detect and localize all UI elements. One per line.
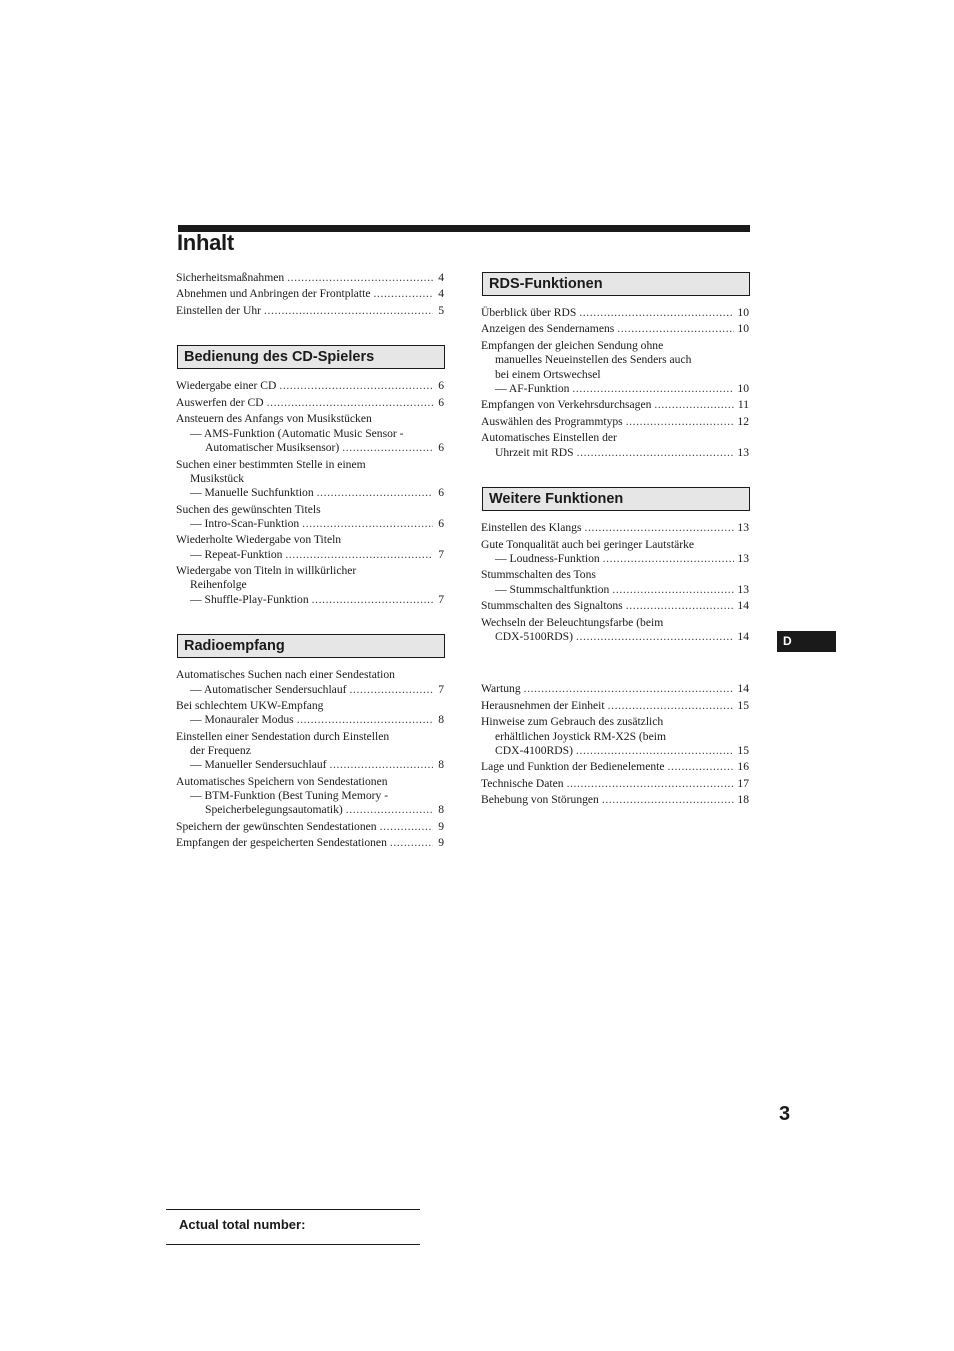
toc-page-number: 13	[737, 551, 749, 565]
toc-line	[176, 517, 444, 531]
toc-line	[481, 368, 749, 382]
toc-entry	[176, 820, 444, 834]
toc-leader-dots	[349, 683, 433, 697]
toc-entry	[481, 760, 749, 774]
toc-line	[176, 458, 444, 472]
toc-page-number: 15	[737, 698, 749, 712]
toc-entry-text: — Loudness-Funktion	[495, 551, 600, 565]
toc-right-column	[481, 272, 749, 810]
toc-line	[481, 353, 749, 367]
toc-line	[481, 616, 749, 630]
toc-entry	[176, 271, 444, 285]
toc-leader-dots	[584, 521, 734, 535]
toc-line	[481, 521, 749, 535]
toc-page-number: 13	[737, 582, 749, 596]
toc-entry-text: erhältlichen Joystick RM-X2S (beim	[495, 729, 666, 743]
toc-page-number: 15	[737, 743, 749, 757]
toc-entry-text: Stummschalten des Tons	[481, 568, 596, 582]
toc-line	[481, 398, 749, 412]
toc-leader-dots	[654, 398, 734, 412]
toc-entry-text: — AF-Funktion	[495, 381, 570, 395]
toc-entry-text: Automatischer Musiksensor)	[205, 441, 340, 455]
toc-entry	[481, 568, 749, 597]
toc-entry	[481, 616, 749, 645]
toc-page-number: 6	[438, 395, 444, 409]
toc-leader-dots	[279, 379, 433, 393]
toc-entry	[176, 730, 444, 773]
toc-page-number: 8	[438, 758, 444, 772]
toc-leader-dots	[390, 836, 433, 850]
toc-entry-text: Behebung von Störungen	[481, 793, 599, 807]
toc-page-number: 14	[737, 682, 749, 696]
section-heading-more: Weitere Funktionen	[482, 487, 750, 511]
toc-entry	[481, 306, 749, 320]
toc-entry	[176, 533, 444, 562]
toc-entry-text: Einstellen des Klangs	[481, 521, 582, 535]
toc-entry-text: Empfangen der gleichen Sendung ohne	[481, 338, 664, 352]
toc-entry	[176, 699, 444, 728]
toc-radio-list	[176, 668, 444, 851]
toc-line	[481, 715, 749, 729]
toc-page-number: 6	[438, 516, 444, 530]
toc-leader-dots	[312, 593, 433, 607]
toc-leader-dots	[626, 599, 735, 613]
toc-line	[176, 427, 444, 441]
toc-line	[176, 820, 444, 834]
toc-leader-dots	[285, 548, 433, 562]
toc-line	[481, 682, 749, 696]
toc-entry	[481, 521, 749, 535]
toc-line	[176, 486, 444, 500]
toc-entry-text: manuelles Neueinstellen des Senders auch	[495, 353, 692, 367]
toc-leader-dots	[668, 760, 735, 774]
toc-rds-list	[481, 306, 749, 460]
section-heading-cd: Bedienung des CD-Spielers	[177, 345, 445, 369]
toc-line	[176, 699, 444, 713]
toc-entry-text: Automatisches Speichern von Sendestationen	[176, 774, 388, 788]
toc-entry-text: Ansteuern des Anfangs von Musikstücken	[176, 412, 372, 426]
toc-leader-dots	[579, 306, 734, 320]
toc-page-number: 6	[438, 379, 444, 393]
footer-rule-bottom	[166, 1244, 420, 1245]
toc-entry	[176, 287, 444, 301]
toc-line	[481, 382, 749, 396]
toc-page-number: 13	[737, 445, 749, 459]
toc-entry-text: Herausnehmen der Einheit	[481, 698, 605, 712]
toc-entry	[481, 415, 749, 429]
toc-entry	[176, 503, 444, 532]
toc-line	[176, 441, 444, 455]
toc-entry-text: Gute Tonqualität auch bei geringer Lautstärke	[481, 537, 695, 551]
toc-entry-text: bei einem Ortswechsel	[495, 367, 601, 381]
toc-entry-text: Lage und Funktion der Bedienelemente	[481, 760, 665, 774]
toc-entry	[481, 715, 749, 758]
toc-entry-text: Wechseln der Beleuchtungsfarbe (beim	[481, 615, 664, 629]
toc-page-number: 6	[438, 486, 444, 500]
toc-page-number: 5	[438, 303, 444, 317]
toc-line	[481, 699, 749, 713]
toc-entry	[481, 431, 749, 460]
toc-line	[176, 271, 444, 285]
toc-leader-dots	[302, 517, 433, 531]
toc-leader-dots	[297, 713, 433, 727]
toc-entry-text: Abnehmen und Anbringen der Frontplatte	[176, 287, 371, 301]
toc-page-number: 9	[438, 819, 444, 833]
toc-line	[176, 472, 444, 486]
toc-left-column	[176, 271, 444, 853]
toc-entry-text: — Automatischer Sendersuchlauf	[190, 682, 347, 696]
toc-entry-text: Anzeigen des Sendernamens	[481, 322, 615, 336]
title-rule	[178, 225, 750, 232]
toc-line	[176, 758, 444, 772]
toc-entry-text: Einstellen einer Sendestation durch Einstellen	[176, 729, 390, 743]
toc-entry-text: Empfangen von Verkehrsdurchsagen	[481, 398, 652, 412]
toc-intro-list	[176, 271, 444, 318]
toc-line	[176, 548, 444, 562]
toc-more-list	[481, 521, 749, 644]
toc-page-number: 9	[438, 836, 444, 850]
toc-entry-text: Speicherbelegungsautomatik)	[205, 803, 343, 817]
toc-leader-dots	[330, 758, 433, 772]
toc-entry-text: Stummschalten des Signaltons	[481, 599, 623, 613]
toc-line	[481, 431, 749, 445]
toc-entry-text: — BTM-Funktion (Best Tuning Memory -	[190, 789, 389, 803]
toc-leader-dots	[577, 446, 735, 460]
toc-leader-dots	[617, 322, 734, 336]
toc-entry-text: Suchen einer bestimmten Stelle in einem	[176, 457, 366, 471]
toc-line	[176, 744, 444, 758]
toc-page-number: 7	[438, 592, 444, 606]
toc-entry-text: Wiederholte Wiedergabe von Titeln	[176, 533, 342, 547]
toc-entry-text: Auswählen des Programmtyps	[481, 414, 623, 428]
toc-entry-text: — Manuelle Suchfunktion	[190, 486, 314, 500]
toc-entry	[176, 412, 444, 455]
toc-leader-dots	[567, 777, 735, 791]
footer-rule-top	[166, 1209, 420, 1210]
toc-line	[176, 836, 444, 850]
toc-entry	[176, 668, 444, 697]
toc-leader-dots	[380, 820, 433, 834]
toc-cd-list	[176, 379, 444, 607]
language-tab: D	[777, 631, 836, 652]
toc-page-number: 11	[737, 398, 749, 412]
toc-line	[481, 599, 749, 613]
toc-entry-text: — Repeat-Funktion	[190, 547, 283, 561]
toc-page-number: 17	[737, 776, 749, 790]
toc-entry-text: Bei schlechtem UKW-Empfang	[176, 699, 324, 712]
toc-line	[481, 339, 749, 353]
toc-leader-dots	[608, 699, 735, 713]
toc-line	[481, 793, 749, 807]
toc-line	[481, 415, 749, 429]
toc-page-number: 14	[737, 599, 749, 613]
toc-entry-text: der Frequenz	[190, 744, 251, 758]
toc-line	[481, 446, 749, 460]
toc-line	[176, 683, 444, 697]
toc-entry	[176, 379, 444, 393]
toc-page-number: 7	[438, 547, 444, 561]
toc-entry-text: Uhrzeit mit RDS	[495, 445, 574, 459]
toc-page-number: 10	[737, 306, 749, 319]
toc-leader-dots	[576, 744, 734, 758]
toc-line	[481, 306, 749, 320]
toc-leader-dots	[524, 682, 735, 696]
toc-line	[176, 668, 444, 682]
footer-label: Actual total number:	[179, 1217, 306, 1232]
toc-leader-dots	[572, 382, 734, 396]
toc-entry-text: Automatisches Suchen nach einer Sendestation	[176, 668, 395, 682]
toc-line	[481, 760, 749, 774]
toc-leader-dots	[576, 630, 734, 644]
toc-entry	[176, 396, 444, 410]
toc-line	[176, 578, 444, 592]
toc-entry-text: Technische Daten	[481, 776, 564, 790]
toc-line	[481, 730, 749, 744]
toc-entry	[176, 836, 444, 850]
toc-page-number: 4	[438, 287, 444, 301]
toc-page-number: 7	[438, 682, 444, 696]
toc-page-number: 12	[737, 414, 749, 428]
section-heading-rds: RDS-Funktionen	[482, 272, 750, 296]
toc-page-number: 4	[438, 271, 444, 284]
toc-page-number: 18	[737, 793, 749, 807]
toc-leader-dots	[317, 486, 433, 500]
page-title: Inhalt	[177, 230, 234, 255]
toc-entry-text: Überblick über RDS	[481, 306, 577, 319]
toc-entry-text: Auswerfen der CD	[176, 395, 264, 409]
toc-entry	[176, 775, 444, 818]
toc-entry-text: Reihenfolge	[190, 578, 247, 592]
toc-entry	[176, 564, 444, 607]
toc-entry-text: Hinweise zum Gebrauch des zusätzlich	[481, 715, 664, 729]
section-heading-radio: Radioempfang	[177, 634, 445, 658]
toc-entry-text: CDX-4100RDS)	[495, 743, 573, 757]
toc-leader-dots	[626, 415, 735, 429]
toc-entry	[481, 777, 749, 791]
toc-page-number: 8	[438, 713, 444, 727]
toc-leader-dots	[612, 583, 734, 597]
toc-entry	[176, 304, 444, 318]
toc-entry-text: Wiedergabe von Titeln in willkürlicher	[176, 564, 357, 578]
toc-line	[481, 322, 749, 336]
toc-line	[176, 789, 444, 803]
toc-leader-dots	[267, 396, 433, 410]
toc-line	[481, 630, 749, 644]
toc-entry-text: — AMS-Funktion (Automatic Music Sensor -	[190, 426, 404, 440]
page-number: 3	[779, 1103, 791, 1125]
toc-line	[481, 744, 749, 758]
toc-leader-dots	[342, 441, 433, 455]
toc-entry-text: Einstellen der Uhr	[176, 303, 261, 317]
toc-line	[176, 803, 444, 817]
toc-entry	[481, 793, 749, 807]
toc-line	[176, 533, 444, 547]
toc-leader-dots	[287, 271, 433, 285]
toc-page-number: 16	[737, 760, 749, 774]
toc-misc-list	[481, 682, 749, 807]
toc-entry-text: — Intro-Scan-Funktion	[190, 516, 300, 530]
toc-entry-text: — Stummschaltfunktion	[495, 582, 610, 596]
toc-line	[481, 777, 749, 791]
toc-entry	[176, 458, 444, 501]
toc-line	[481, 583, 749, 597]
toc-page-number: 14	[737, 629, 749, 643]
toc-entry	[481, 322, 749, 336]
toc-line	[176, 396, 444, 410]
toc-entry	[481, 699, 749, 713]
toc-entry-text: CDX-5100RDS)	[495, 629, 573, 643]
toc-line	[176, 287, 444, 301]
toc-page-number: 13	[737, 521, 749, 535]
toc-leader-dots	[373, 287, 433, 301]
toc-entry	[481, 398, 749, 412]
toc-entry-text: Speichern der gewünschten Sendestationen	[176, 819, 377, 833]
toc-line	[176, 775, 444, 789]
toc-line	[176, 503, 444, 517]
toc-entry-text: Suchen des gewünschten Titels	[176, 502, 321, 516]
toc-line	[176, 564, 444, 578]
toc-line	[481, 568, 749, 582]
toc-line	[176, 412, 444, 426]
toc-line	[176, 730, 444, 744]
toc-line	[481, 538, 749, 552]
toc-entry-text: Automatisches Einstellen der	[481, 431, 617, 445]
toc-line	[176, 713, 444, 727]
toc-leader-dots	[346, 803, 433, 817]
toc-line	[176, 593, 444, 607]
toc-entry	[481, 682, 749, 696]
toc-entry	[481, 538, 749, 567]
toc-entry-text: Wartung	[481, 682, 521, 696]
toc-page-number: 10	[737, 381, 749, 395]
toc-entry-text: — Manueller Sendersuchlauf	[190, 758, 327, 772]
toc-line	[176, 379, 444, 393]
toc-line	[481, 552, 749, 566]
toc-leader-dots	[602, 793, 735, 807]
toc-entry-text: Musikstück	[190, 471, 245, 485]
toc-entry-text: Sicherheitsmaßnahmen	[176, 271, 285, 284]
toc-entry-text: — Monauraler Modus	[190, 713, 294, 727]
toc-entry	[481, 339, 749, 396]
toc-leader-dots	[603, 552, 735, 566]
toc-line	[176, 304, 444, 318]
toc-leader-dots	[264, 304, 433, 318]
toc-page-number: 10	[737, 322, 749, 336]
toc-entry-text: Empfangen der gespeicherten Sendestationen	[176, 836, 387, 850]
toc-page-number: 6	[438, 441, 444, 455]
toc-page-number: 8	[438, 803, 444, 817]
toc-entry	[481, 599, 749, 613]
toc-entry-text: Wiedergabe einer CD	[176, 379, 277, 393]
toc-entry-text: — Shuffle-Play-Funktion	[190, 592, 309, 606]
